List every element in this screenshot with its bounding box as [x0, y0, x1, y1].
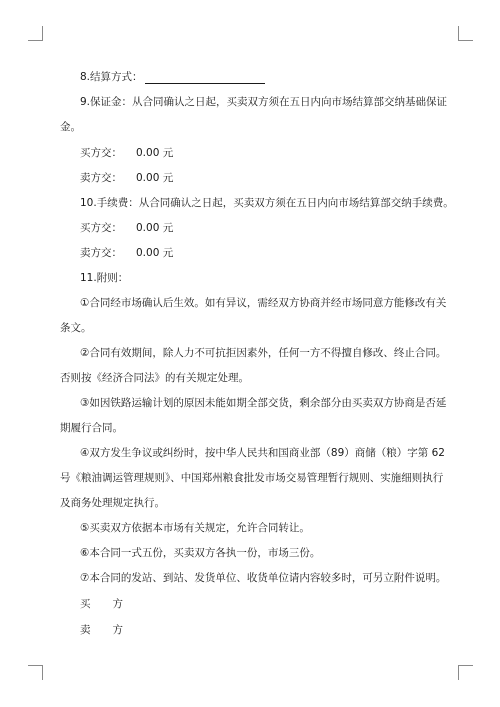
fee-seller-row: 卖方交： 0.00 元	[80, 247, 174, 259]
rule-6: ⑥本合同一式五份，买卖双方各执一份，市场三份。	[80, 547, 321, 559]
rule-4-line3: 及商务处理规定执行。	[60, 497, 165, 509]
rule-7: ⑦本合同的发站、到站、发货单位、收货单位请内容较多时，可另立附件说明。	[80, 572, 447, 584]
deposit-buyer-row: 买方交： 0.00 元	[80, 147, 174, 159]
deposit-seller-row: 卖方交： 0.00 元	[80, 172, 174, 184]
signature-buyer: 买方	[80, 598, 145, 610]
crop-mark-bottom-left	[28, 665, 43, 680]
clause-11-heading: 11.附则：	[80, 272, 129, 284]
crop-mark-top-right	[458, 26, 473, 41]
clause-9-line2: 金。	[60, 121, 81, 133]
crop-mark-bottom-right	[458, 665, 473, 680]
signature-seller: 卖方	[80, 624, 145, 636]
rule-3-line2: 期履行合同。	[60, 422, 123, 434]
settlement-blank-line	[145, 72, 265, 84]
rule-2-line2: 否则按《经济合同法》的有关规定处理。	[60, 372, 249, 384]
clause-9-line1: 9.保证金：从合同确认之日起，买卖双方须在五日内向市场结算部交纳基础保证	[80, 96, 448, 108]
rule-5: ⑤买卖双方依据本市场有关规定，允许合同转让。	[80, 522, 310, 534]
rule-2-line1: ②合同有效期间，除人力不可抗拒因素外，任何一方不得擅自修改、终止合同。	[80, 347, 447, 359]
rule-1-line2: 条文。	[60, 322, 92, 334]
rule-4-line2: 号《粮油调运管理规则》、中国郑州粮食批发市场交易管理暂行规则、实施细则执行	[60, 472, 444, 484]
clause-8: 8.结算方式：	[80, 70, 265, 84]
crop-mark-top-left	[28, 26, 43, 41]
clause-10: 10.手续费：从合同确认之日起，买卖双方须在五日内向市场结算部交纳手续费。	[80, 197, 454, 209]
rule-4-line1: ④双方发生争议或纠纷时，按中华人民共和国商业部（89）商储（粮）字第 62	[80, 447, 445, 459]
fee-buyer-row: 买方交： 0.00 元	[80, 222, 174, 234]
rule-3-line1: ③如因铁路运输计划的原因未能如期全部交货，剩余部分由买卖双方协商是否延	[80, 397, 447, 409]
rule-1-line1: ①合同经市场确认后生效。如有异议，需经双方协商并经市场同意方能修改有关	[80, 297, 447, 309]
